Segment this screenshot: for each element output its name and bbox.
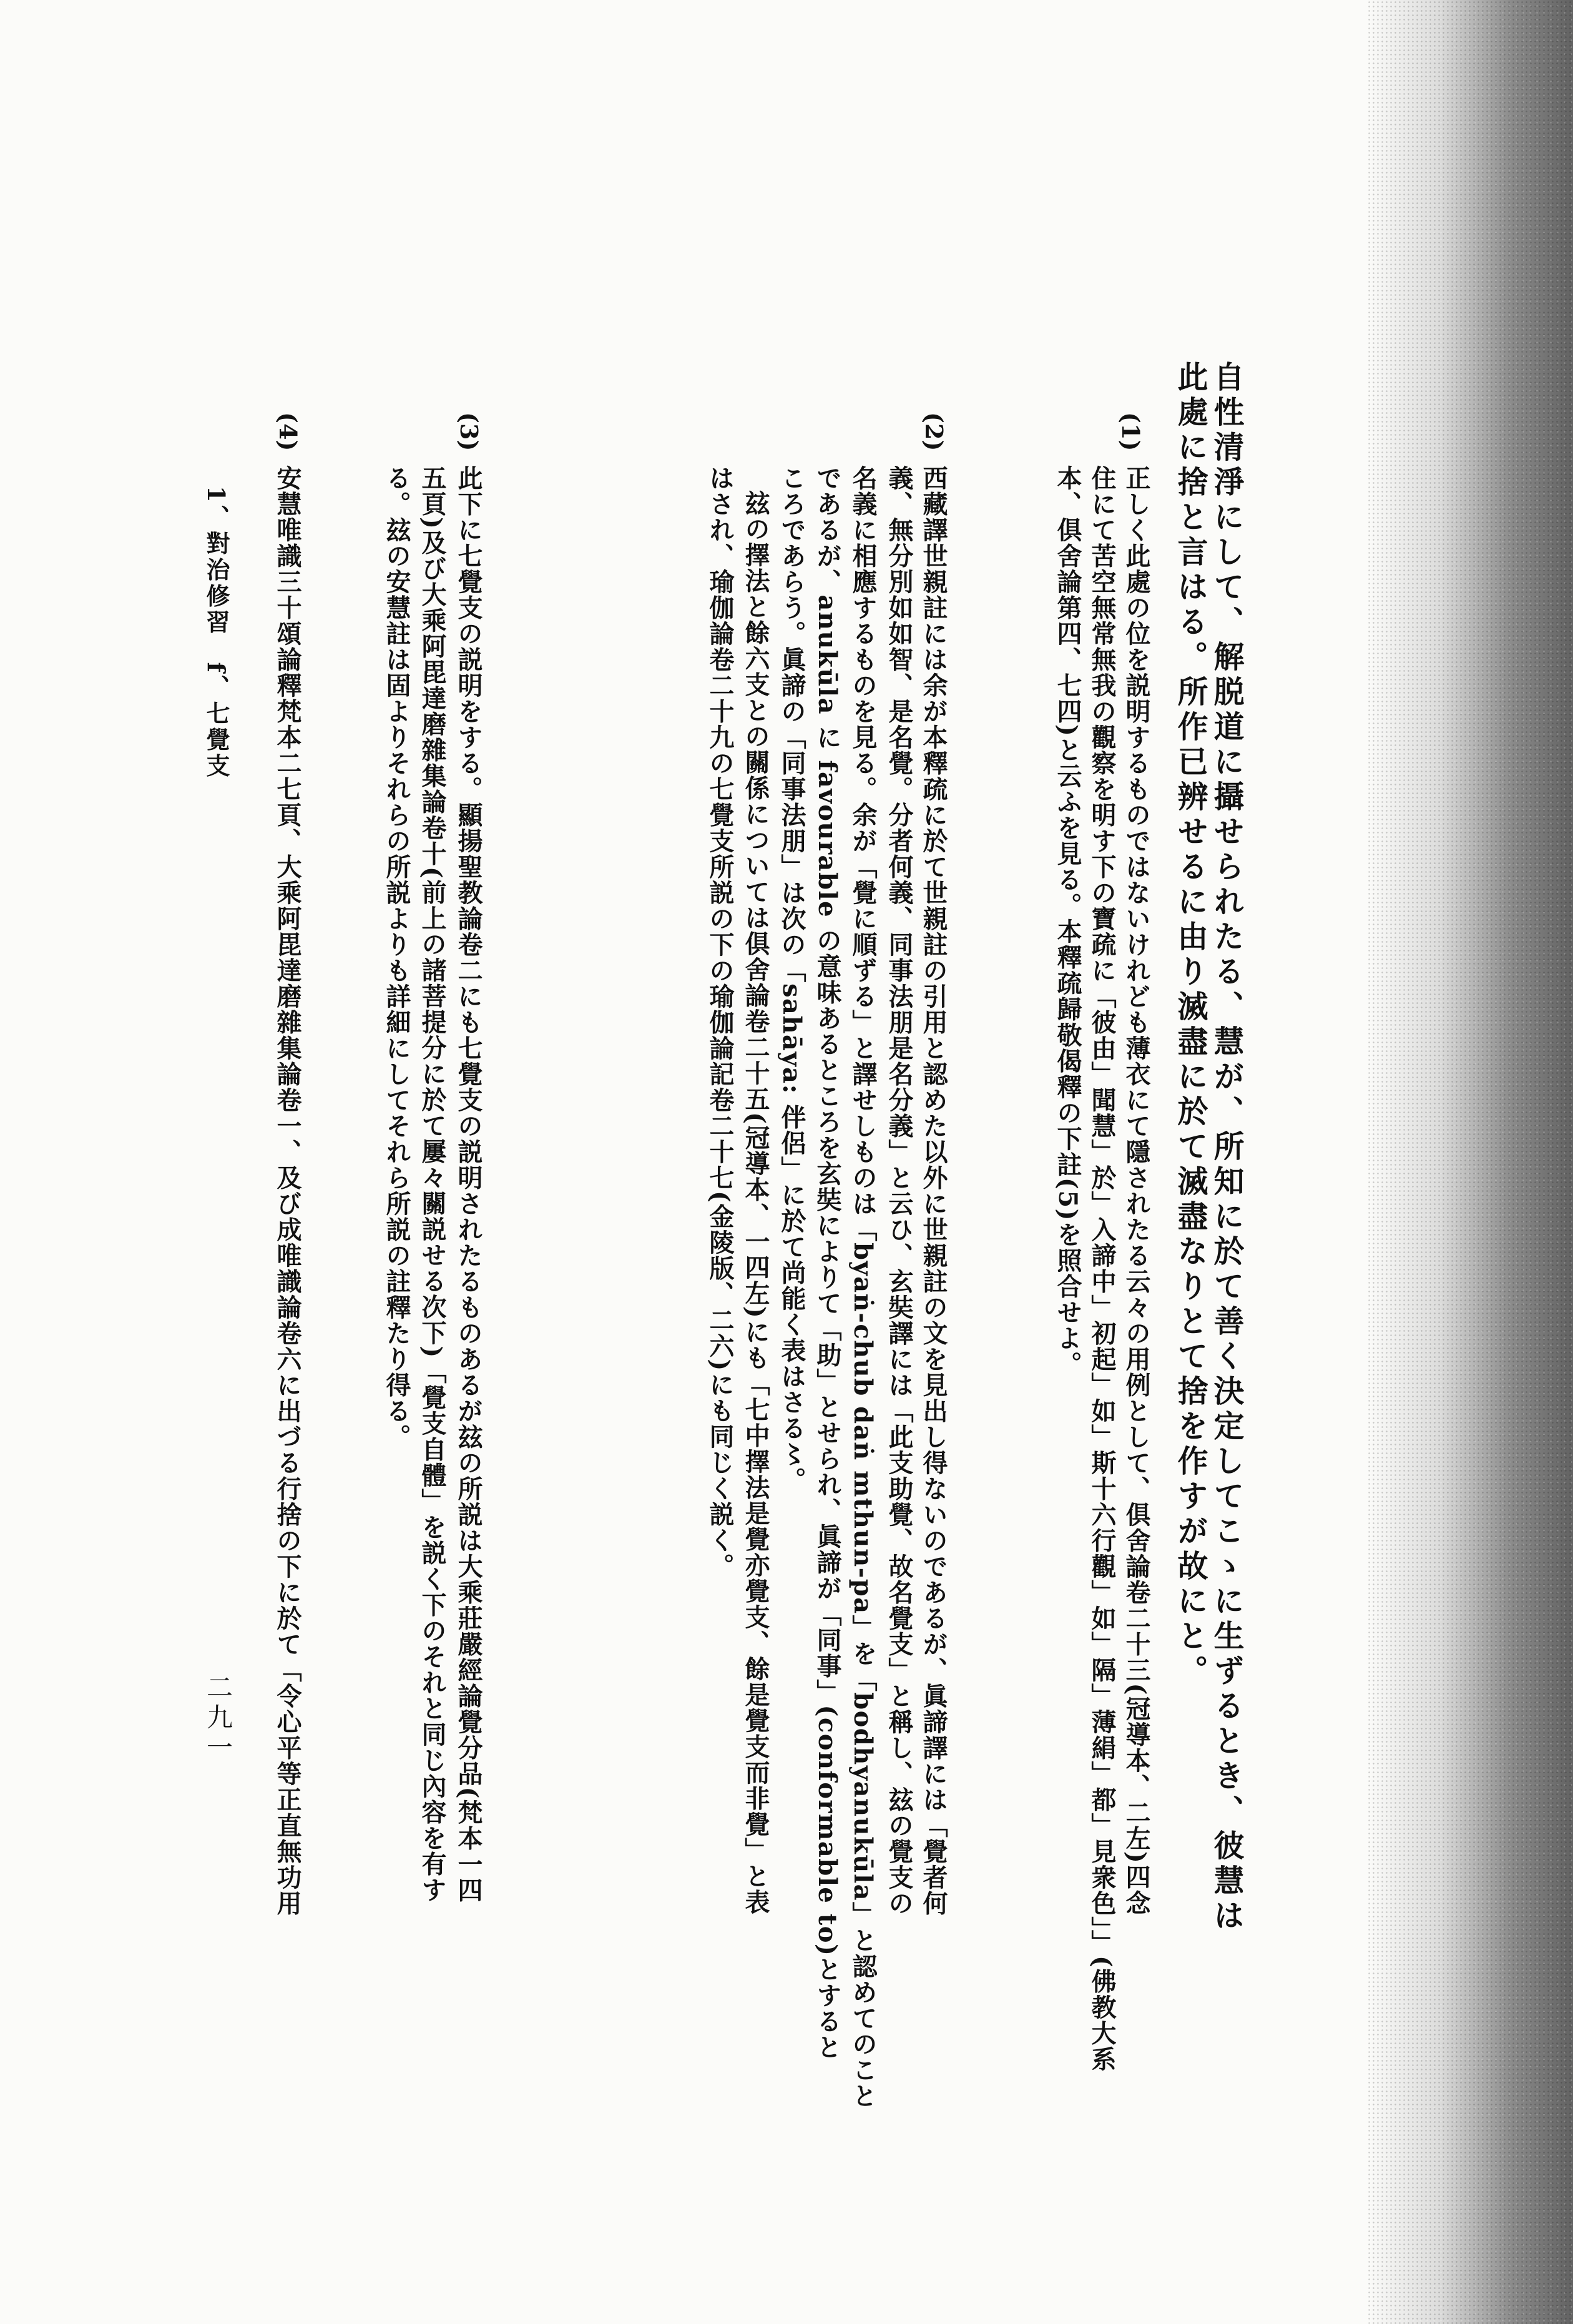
- note-2-line-4: であるが、anukūla に favourable の意味あるところを玄奘によりて「助」とせられ、眞諦が「同事」(conformable to)とすると: [813, 465, 842, 2061]
- note-2b-line-2: はされ、瑜伽論卷二十九の七覺支所説の下の瑜伽論記卷二十七(金陵版、二六)にも同じく説く。: [705, 465, 735, 1579]
- note-2-number: (2): [920, 412, 948, 451]
- note-2-line-5: ころであらう。眞諦の「同事法朋」は次の「sahāya: 伴侶」に於て尚能く表はさる〻。: [777, 465, 806, 1493]
- main-text-line-1: 自性清淨にして、解脱道に攝せられたる、慧が、所知に於て善く決定してこゝに生ずるとき、彼慧は: [1209, 361, 1245, 1934]
- note-1-line-3: 本、俱舍論第四、七四)と云ふを見る。本釋疏歸敬偈釋の下註(5)を照合せよ。: [1053, 465, 1082, 1377]
- note-3-line-2: 五頁)及び大乘阿毘達磨雜集論卷十(前上の諸菩提分に於て屢々關説せる次下)「覺支自體」を説く下のそれと同じ內容を有す: [418, 465, 447, 1903]
- note-3-number: (3): [455, 412, 483, 451]
- note-1-line-1: 正しく此處の位を説明するものではないけれども薄衣にて隱されたる云々の用例として、俱舍論卷二十三(冠導本、二左)四念: [1122, 465, 1151, 1916]
- running-head: 1、對治修習 f、七覺支: [202, 486, 230, 780]
- note-2-line-3: 名義に相應するものを見る。余が「覺に順ずる」と譯せしものは「byaṅ-chub daṅ mthun-pa」を「bodhyanukūla」と認めてのこと: [848, 465, 878, 2109]
- note-2-line-1: 西藏譯世親註には余が本釋疏に於て世親註の引用と認めた以外に世親註の文を見出し得ないのであるが、眞諦譯には「覺者何: [919, 465, 948, 1916]
- note-2b-line-1: 玆の擇法と餘六支との關係については俱舍論卷二十五(冠導本、一四左)にも「七中擇法是覺亦覺支、餘是覺支而非覺」と表: [741, 490, 770, 1915]
- note-3-line-1: 此下に七覺支の説明をする。顯揚聖教論卷二にも七覺支の説明されたるものあるが玆の所説は大乘莊嚴經論覺分品(梵本一四: [454, 465, 483, 1903]
- note-2-line-2: 義、無分別如如智、是名覺。分者何義、同事法朋是名分義」と云ひ、玄奘譯には「此支助覺、故名覺支」と稱し、玆の覺支の: [885, 465, 914, 1916]
- note-4-line-1: 安慧唯識三十頌論釋梵本二七頁、大乘阿毘達磨雜集論卷一、及び成唯識論卷六に出づる行捨の下に於て「令心平等正直無功用: [273, 465, 302, 1916]
- page-number: 二九一: [203, 1673, 233, 1763]
- note-1-line-2: 住にて苦空無常無我の觀察を明す下の寶疏に「彼由」聞慧」於」入諦中」初起」如」斯十六行觀」如」隔」薄絹」都」見衆色」」(佛教大系: [1087, 465, 1117, 2072]
- note-4-number: (4): [274, 412, 302, 451]
- note-3-line-3: る。玆の安慧註は固よりそれらの所説よりも詳細にしてそれら所説の註釋たり得る。: [382, 465, 411, 1450]
- main-text-line-2: 此處に捨と言はる。所作已辨せるに由り滅盡に於て滅盡なりとて捨を作すが故にと。: [1173, 361, 1209, 1690]
- note-1-number: (1): [1117, 412, 1145, 451]
- scan-edge-shadow: [1367, 0, 1573, 2324]
